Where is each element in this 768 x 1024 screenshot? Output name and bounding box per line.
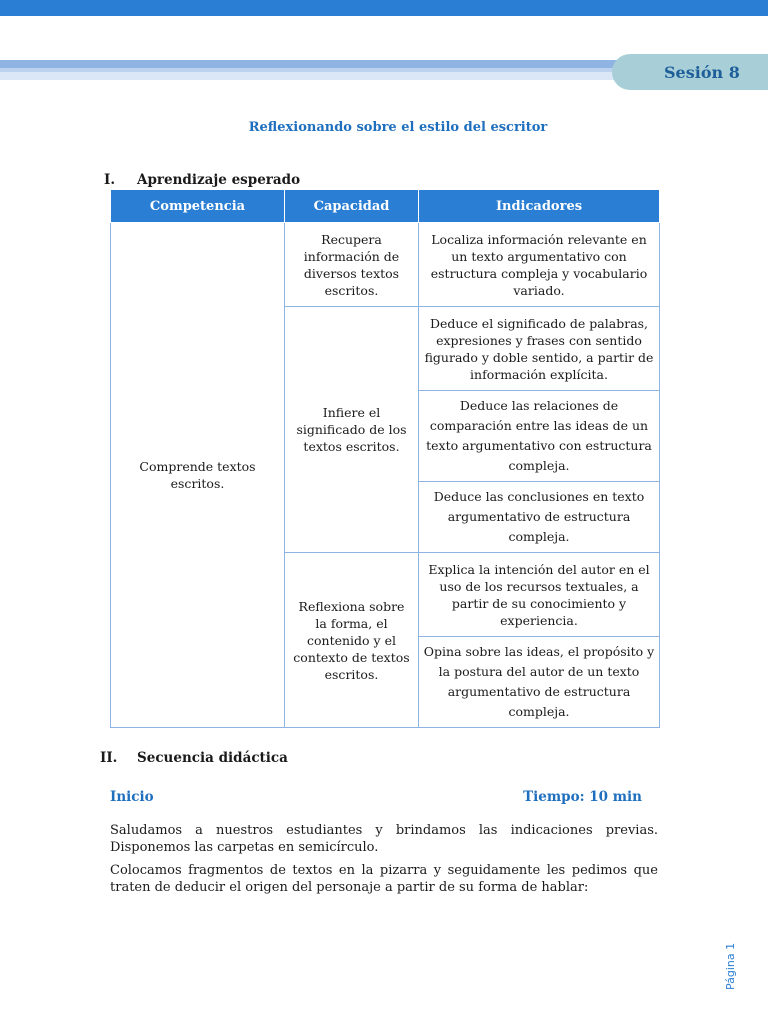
column-header-capacidad: Capacidad	[285, 190, 419, 223]
indicador-cell: Explica la intención del autor en el uso de los recursos textuales, a partir de su conocimiento y experiencia.	[419, 553, 660, 637]
session-label: Sesión 8	[664, 62, 740, 82]
capacidad-cell: Reflexiona sobre la forma, el contenido y el contexto de textos escritos.	[285, 553, 419, 728]
section-title: Aprendizaje esperado	[137, 172, 301, 188]
competencia-cell: Comprende textos escritos.	[111, 223, 285, 728]
indicador-cell: Opina sobre las ideas, el propósito y la postura del autor de un texto argumentativo de estructura compleja.	[419, 637, 660, 728]
paragraph: Saludamos a nuestros estudiantes y brindamos las indicaciones previas. Disponemos las carpetas en semicírculo.	[110, 823, 658, 855]
table-header-row	[111, 190, 660, 223]
header-stripe	[0, 72, 640, 80]
header-stripe	[0, 60, 640, 68]
capacidad-cell: Infiere el significado de los textos escritos.	[285, 307, 419, 553]
indicador-cell: Deduce las conclusiones en texto argumentativo de estructura compleja.	[419, 482, 660, 553]
document-title: Reflexionando sobre el estilo del escritor	[248, 120, 548, 135]
inicio-label: Inicio	[110, 789, 154, 805]
top-color-bar	[0, 0, 768, 16]
page-number: Página 1	[724, 942, 737, 990]
section-title: Secuencia didáctica	[137, 750, 288, 766]
indicador-cell: Localiza información relevante en un texto argumentativo con estructura compleja y vocabulario variado.	[419, 223, 660, 307]
paragraph: Colocamos fragmentos de textos en la pizarra y seguidamente les pedimos que traten de deducir el origen del personaje a partir de su forma de hablar:	[110, 863, 658, 895]
section-number: I.	[104, 172, 116, 188]
section-number: II.	[100, 750, 118, 766]
table-row	[111, 223, 660, 307]
time-label: Tiempo: 10 min	[523, 789, 642, 805]
indicador-cell: Deduce el significado de palabras, expresiones y frases con sentido figurado y doble sentido, a partir de información explícita.	[419, 307, 660, 391]
capacidad-cell: Recupera información de diversos textos escritos.	[285, 223, 419, 307]
inicio-row	[110, 789, 642, 807]
session-tab	[612, 54, 768, 90]
column-header-indicadores: Indicadores	[419, 190, 660, 223]
column-header-competencia: Competencia	[111, 190, 285, 223]
learning-table	[110, 189, 660, 728]
indicador-cell: Deduce las relaciones de comparación entre las ideas de un texto argumentativo con estructura compleja.	[419, 391, 660, 482]
